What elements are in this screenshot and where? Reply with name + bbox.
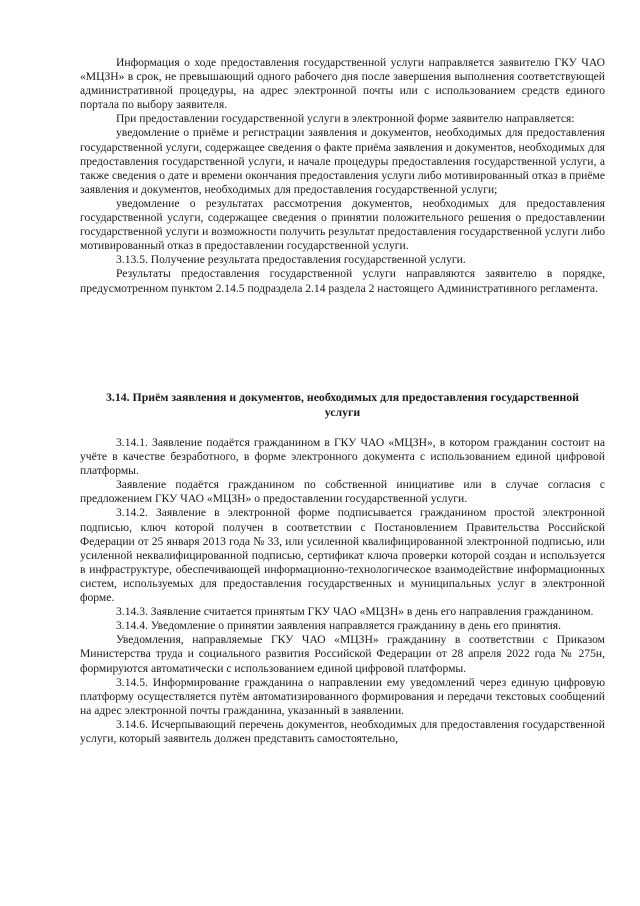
top-text-block xyxy=(80,56,605,296)
paragraph-receipt-notice: уведомление о приёме и регистрации заявления и документов, необходимых для предоставления государственной услуги, содержащее сведения о факте приёма заявления и документов, необходимых для предоставления государственной услуги, и начале процедуры предоставления государственной услуги, а также сведения о дате и времени окончания предоставления услуги либо мотивированный отказ в приёме заявления и документов, необходимых для предоставления государственной услуги; xyxy=(80,126,605,196)
paragraph-application-initiative: Заявление подаётся гражданином по собственной инициативе или в случае согласия с предложением ГКУ ЧАО «МЦЗН» о предоставлении государственной услуги. xyxy=(80,478,605,506)
paragraph-info-progress: Информация о ходе предоставления государственной услуги направляется заявителю ГКУ ЧАО «МЦЗН» в срок, не превышающий одного рабочего дня после завершения выполнения соответствующей административной процедуры, на адрес электронной почты или с использованием средств единого портала по выбору заявителя. xyxy=(80,56,605,112)
paragraph-3-14-5: 3.14.5. Информирование гражданина о направлении ему уведомлений через единую цифровую платформу осуществляется путём автоматизированного формирования и передачи текстовых сообщений на адрес электронной почты гражданина, указанный в заявлении. xyxy=(80,675,605,717)
paragraph-3-14-2: 3.14.2. Заявление в электронной форме подписывается гражданином простой электронной подписью, ключ которой получен в соответствии с Постановлением Правительства Российской Федерации от 25 января 2013 года № 33, или усиленной квалифицированной электронной подписью, или усиленной неквалифицированной подписью, сертификат ключа проверки которой создан и используется в инфраструктуре, обеспечивающей информационно-технологическое взаимодействие информационных систем, используемых для предоставления государственных и муниципальных услуг в электронной форме. xyxy=(80,506,605,605)
paragraph-3-13-5: 3.13.5. Получение результата предоставления государственной услуги. xyxy=(116,253,466,267)
paragraph-results-delivery: Результаты предоставления государственной услуги направляются заявителю в порядке, предусмотренном пунктом 2.14.5 подраздела 2.14 раздела 2 настоящего Административного регламента. xyxy=(80,267,605,295)
paragraph-results-notice: уведомление о результатах рассмотрения документов, необходимых для предоставления государственной услуги, содержащее сведения о принятии положительного решения о предоставлении государственной услуги и возможности получить результат предоставления государственной услуги либо мотивированный отказ в предоставлении государственной услуги. xyxy=(80,196,605,253)
paragraph-3-14-4: 3.14.4. Уведомление о принятии заявления направляется гражданину в день его принятия. xyxy=(116,619,561,633)
paragraph-3-14-3: 3.14.3. Заявление считается принятым ГКУ ЧАО «МЦЗН» в день его направления гражданином. xyxy=(116,605,594,619)
section-heading-3-14: 3.14. Приём заявления и документов, необходимых для предоставления государственной услуги xyxy=(106,390,579,419)
paragraph-3-14-6: 3.14.6. Исчерпывающий перечень документов, необходимых для предоставления государственной услуги, который заявитель должен представить самостоятельно, xyxy=(80,717,605,745)
paragraph-notifications: Уведомления, направляемые ГКУ ЧАО «МЦЗН» гражданину в соответствии с Приказом Министерства труда и социального развития Российской Федерации от 28 апреля 2022 года № 275н, формируются автоматически с использованием единой цифровой платформы. xyxy=(80,633,605,675)
bottom-text-block xyxy=(80,436,605,746)
paragraph-3-14-1: 3.14.1. Заявление подаётся гражданином в ГКУ ЧАО «МЦЗН», в котором гражданин состоит на учёте в качестве безработного, в форме электронного документа с использованием единой цифровой платформы. xyxy=(80,436,605,478)
paragraph-electronic-form-intro: При предоставлении государственной услуги в электронной форме заявителю направляется: xyxy=(116,112,575,126)
